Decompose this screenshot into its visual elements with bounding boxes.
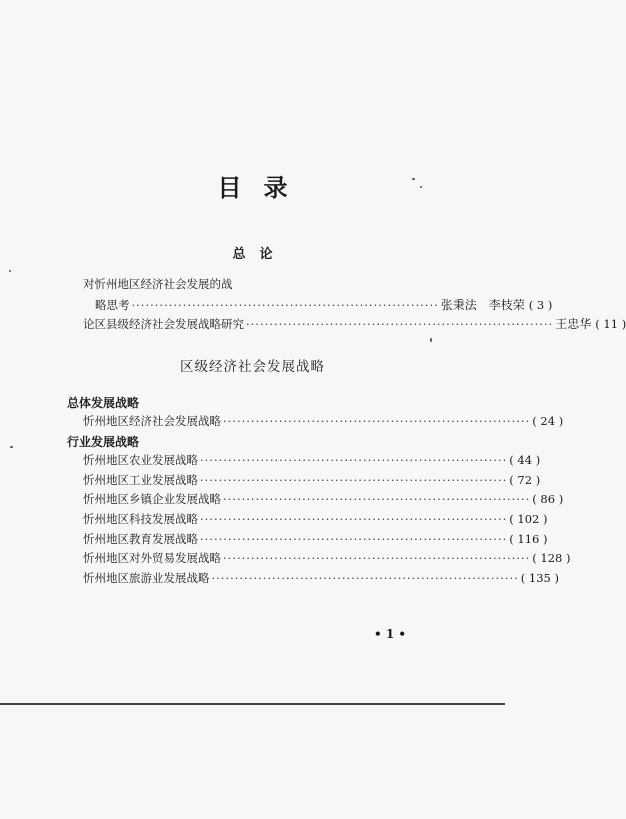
toc-entry-page: ( 102 ) <box>509 512 548 526</box>
toc-entry-2[interactable] <box>83 315 626 331</box>
toc-entry-industry-7[interactable] <box>83 570 559 586</box>
toc-entry-page: ( 86 ) <box>532 492 564 506</box>
bottom-rule <box>0 703 505 705</box>
scan-speck <box>10 446 13 448</box>
page-number: • 1 • <box>374 627 407 641</box>
toc-entry-author: 张秉法 李枝荣 <box>440 298 525 312</box>
toc-entry-industry-5[interactable] <box>83 531 548 547</box>
toc-entry-label: 论区县级经济社会发展战略研究 <box>83 317 244 331</box>
toc-entry-label: 忻州地区乡镇企业发展战略 <box>83 492 221 506</box>
toc-entry-1-line-2[interactable] <box>95 296 553 312</box>
dot-leader: ·································································· <box>211 571 519 585</box>
toc-entry-page: ( 116 ) <box>509 532 548 546</box>
toc-entry-industry-6[interactable] <box>83 550 571 566</box>
toc-entry-label: 忻州地区农业发展战略 <box>83 453 198 467</box>
scan-speck <box>9 270 11 272</box>
toc-entry-overall-1[interactable] <box>83 413 564 429</box>
scan-speck <box>430 338 432 342</box>
toc-entry-page: ( 135 ) <box>520 571 559 585</box>
dot-leader: ·································································· <box>223 492 531 506</box>
dot-leader: ·································································· <box>200 532 508 546</box>
toc-entry-label: 略思考 <box>95 298 130 312</box>
toc-entry-label: 对忻州地区经济社会发展的战 <box>83 277 233 291</box>
page-title: 目录 <box>217 173 310 202</box>
dot-leader: ·································································· <box>200 453 508 467</box>
dot-leader: ·································································· <box>131 298 439 312</box>
group-heading-overall: 总体发展战略 <box>67 396 140 410</box>
toc-entry-page: ( 3 ) <box>528 298 553 312</box>
toc-entry-label: 忻州地区科技发展战略 <box>83 512 198 526</box>
dot-leader: ·································································· <box>200 473 508 487</box>
section-heading-general: 总论 <box>232 247 287 262</box>
toc-entry-label: 忻州地区工业发展战略 <box>83 473 198 487</box>
toc-entry-page: ( 24 ) <box>532 414 564 428</box>
dot-leader: ·································································· <box>200 512 508 526</box>
toc-entry-page: ( 44 ) <box>509 453 541 467</box>
section-heading-regional: 区级经济社会发展战略 <box>180 359 325 375</box>
toc-entry-label: 忻州地区旅游业发展战略 <box>83 571 210 585</box>
group-heading-industry: 行业发展战略 <box>67 435 140 449</box>
toc-entry-page: ( 72 ) <box>509 473 541 487</box>
toc-entry-author: 王忠华 <box>555 317 592 331</box>
toc-entry-label: 忻州地区对外贸易发展战略 <box>83 551 221 565</box>
dot-leader: ·································································· <box>223 414 531 428</box>
toc-entry-label: 忻州地区经济社会发展战略 <box>83 414 221 428</box>
scan-speck <box>420 186 422 188</box>
toc-entry-industry-2[interactable] <box>83 472 541 488</box>
scan-speck <box>412 178 415 180</box>
dot-leader: ·································································· <box>223 551 531 565</box>
toc-entry-1-line-1[interactable] <box>83 276 233 292</box>
toc-entry-industry-4[interactable] <box>83 511 548 527</box>
dot-leader: ·································································· <box>246 317 554 331</box>
toc-entry-industry-3[interactable] <box>83 491 564 507</box>
toc-entry-page: ( 11 ) <box>595 317 626 331</box>
toc-entry-industry-1[interactable] <box>83 452 541 468</box>
toc-entry-page: ( 128 ) <box>532 551 571 565</box>
toc-entry-label: 忻州地区教育发展战略 <box>83 532 198 546</box>
